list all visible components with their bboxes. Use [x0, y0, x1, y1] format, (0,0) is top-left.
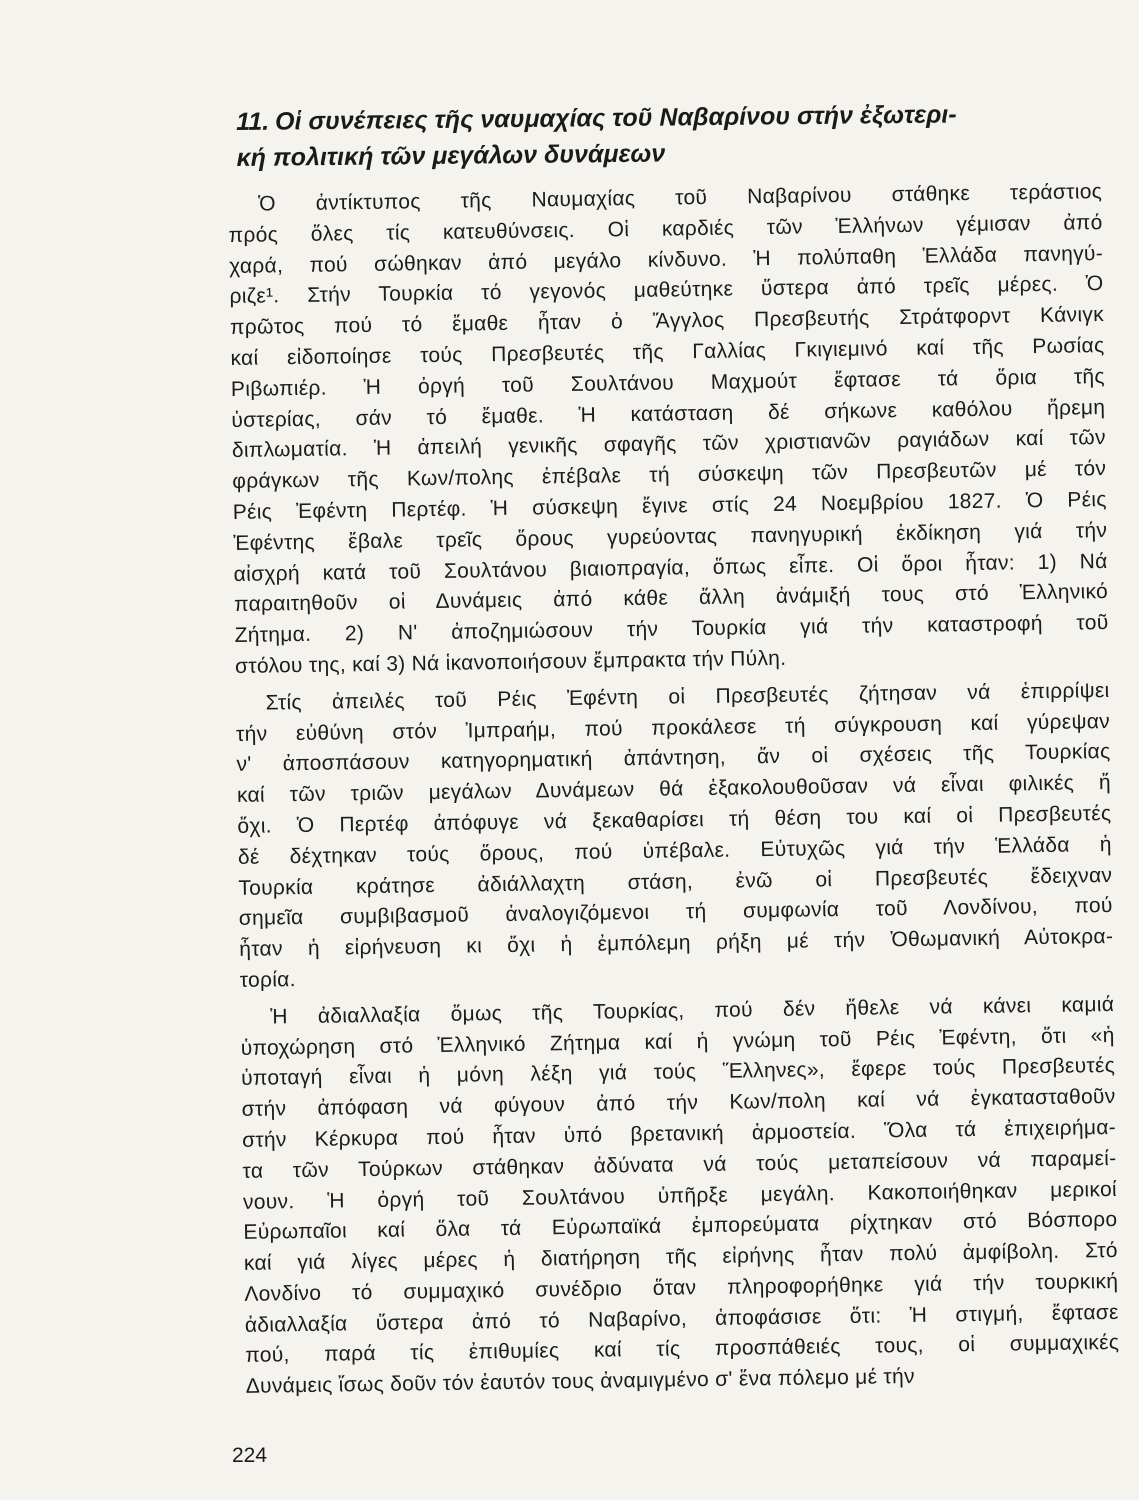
text-line: τορία. — [239, 968, 296, 992]
text-line: χαρά, πού σώθηκαν ἀπό μεγάλο κίνδυνο. Ἡ πολύπαθη Ἑλλάδα πανηγύ- — [228, 241, 1104, 278]
text-line: φράγκων τῆς Κων/πολης ἐπέβαλε τή σύσκεψη τῶν Πρεσβευτῶν μέ τόν — [232, 457, 1107, 494]
text-line: ν' ἀποσπάσουν κατηγορηματική ἀπάντηση, ἄν οἱ σχέσεις τῆς Τουρκίας — [236, 740, 1111, 777]
text-line: καί γιά λίγες μέρες ἡ διατήρηση τῆς εἰρήνης ἦταν πολύ ἀμφίβολη. Στό — [243, 1239, 1119, 1275]
text-line: Ρέις Ἐφέντη Περτέφ. Ἡ σύσκεψη ἔγινε στίς 24 Νοεμβρίου 1827. Ὁ Ρέις — [232, 487, 1107, 524]
heading-title-line-2: κή πολιτική τῶν μεγάλων δυνάμεων — [236, 139, 666, 172]
text-line: σημεῖα συμβιβασμοῦ ἀναλογιζόμενοι τή συμφωνία τοῦ Λονδίνου, πού — [238, 894, 1113, 931]
paragraph — [228, 177, 1109, 683]
text-line: Ἡ ἀδιαλλαξία ὅμως τῆς Τουρκίας, πού δέν ἤθελε νά κάνει καμιά — [270, 992, 1115, 1029]
text-line: στήν Κέρκυρα πού ἦταν ὑπό βρετανική ἁρμοστεία. Ὅλα τά ἐπιχειρήμα- — [241, 1115, 1117, 1152]
text-line: πού, παρά τίς ἐπιθυμίες καί τίς προσπάθειές τους, οἱ συμμαχικές — [245, 1331, 1120, 1368]
text-line: καί τῶν τριῶν μεγάλων Δυνάμεων θά ἐξακολουθοῦσαν νά εἶναι φιλικές ἤ — [236, 771, 1112, 808]
text-line: δέ δέχτηκαν τούς ὅρους, πού ὑπέβαλε. Εὐτυχῶς γιά τήν Ἑλλάδα ἡ — [237, 832, 1112, 869]
chapter-heading — [236, 95, 1117, 176]
text-line: νουν. Ἡ ὀργή τοῦ Σουλτάνου ὑπῆρξε μεγάλη. Κακοποιήθηκαν μερικοί — [242, 1177, 1118, 1214]
text-line: πρῶτος πού τό ἔμαθε ἦταν ὁ Ἄγγλος Πρεσβευτής Στράτφορντ Κάνιγκ — [229, 303, 1105, 340]
paragraph — [235, 676, 1113, 997]
text-line: παραιτηθοῦν οἱ Δυνάμεις ἀπό κάθε ἄλλη ἀνάμιξή τους στό Ἑλληνικό — [233, 580, 1109, 617]
text-line: Ἐφέντης ἔβαλε τρεῖς ὅρους γυρεύοντας πανηγυρική ἐκδίκηση γιά τήν — [233, 518, 1108, 555]
text-line: Ὁ ἀντίκτυπος τῆς Ναυμαχίας τοῦ Ναβαρίνου στάθηκε τεράστιος — [258, 180, 1103, 216]
text-line: Δυνάμεις ἴσως δοῦν τόν ἑαυτόν τους ἀναμιγμένο σ' ἕνα πόλεμο μέ τήν — [245, 1365, 915, 1399]
text-line: τήν εὐθύνη στόν Ἰμπραήμ, πού προκάλεσε τή σύγκρουση καί γύρεψαν — [235, 709, 1111, 746]
text-line: Λονδίνο τό συμμαχικό συνέδριο ὅταν πληροφορήθηκε γιά τήν τουρκική — [244, 1269, 1119, 1306]
text-line: στήν ἀπόφαση νά φύγουν ἀπό τήν Κων/πολη καί νά ἐγκατασταθοῦν — [241, 1085, 1116, 1122]
text-line: Ριβωπιέρ. Ἡ ὀργή τοῦ Σουλτάνου Μαχμούτ ἔφτασε τά ὅρια τῆς — [230, 364, 1106, 401]
text-line: Στίς ἀπειλές τοῦ Ρέις Ἐφέντη οἱ Πρεσβευτές ζήτησαν νά ἐπιρρίψει — [265, 678, 1110, 715]
page-number: 224 — [232, 1444, 268, 1467]
text-line: Τουρκία κράτησε ἀδιάλλαχτη στάση, ἐνῶ οἱ Πρεσβευτές ἔδειχναν — [238, 863, 1113, 900]
text-line: ἦταν ἡ εἰρήνευση κι ὄχι ἡ ἐμπόλεμη ρήξη μέ τήν Ὀθωμανική Αὐτοκρα- — [239, 925, 1114, 962]
body-text — [228, 177, 1120, 1403]
heading-title-line-1: Οἱ συνέπειες τῆς ναυμαχίας τοῦ Ναβαρίνου στήν ἐξωτερι- — [274, 100, 957, 136]
text-line: ὑποχώρηση στό Ἑλληνικό Ζήτημα καί ἡ γνώμη τοῦ Ρέις Ἐφέντη, ὅτι «ἡ — [240, 1023, 1115, 1060]
text-line: Εὐρωπαῖοι καί ὅλα τά Εὐρωπαϊκά ἐμπορεύματα ρίχτηκαν στό Βόσπορο — [243, 1208, 1118, 1245]
text-line: Ζήτημα. 2) Ν' ἀποζημιώσουν τήν Τουρκία γιά τήν καταστροφή τοῦ — [234, 611, 1109, 648]
text-line: καί εἰδοποίησε τούς Πρεσβευτές τῆς Γαλλίας Γκιγιεμινό καί τῆς Ρωσίας — [230, 334, 1105, 370]
text-line: ὑποταγή εἶναι ἡ μόνη λέξη γιά τούς Ἕλληνες», ἔφερε τούς Πρεσβευτές — [241, 1054, 1116, 1091]
section-number: 11. — [236, 107, 270, 136]
text-line: αἰσχρή κατά τοῦ Σουλτάνου βιαιοπραγία, ὅπως εἶπε. Οἱ ὅροι ἦταν: 1) Νά — [233, 549, 1108, 586]
text-line: πρός ὅλες τίς κατευθύνσεις. Οἱ καρδιές τῶν Ἑλλήνων γέμισαν ἀπό — [228, 210, 1103, 247]
text-line: ὄχι. Ὁ Περτέφ ἀπόφυγε νά ξεκαθαρίσει τή θέση του καί οἱ Πρεσβευτές — [237, 801, 1112, 838]
text-line: ριζε¹. Στήν Τουρκία τό γεγονός μαθεύτηκε ὕστερα ἀπό τρεῖς μέρες. Ὁ — [229, 272, 1104, 309]
text-line: διπλωματία. Ἡ ἀπειλή γενικῆς σφαγῆς τῶν χριστιανῶν ραγιάδων καί τῶν — [231, 426, 1106, 463]
text-line: στόλου της, καί 3) Νά ἱκανοποιήσουν ἔμπρακτα τήν Πύλη. — [234, 646, 787, 678]
text-line: ἀδιαλλαξία ὕστερα ἀπό τό Ναβαρίνο, ἀποφάσισε ὅτι: Ἡ στιγμή, ἔφτασε — [244, 1300, 1119, 1337]
text-line: τα τῶν Τούρκων στάθηκαν ἀδύνατα νά τούς μεταπείσουν νά παραμεί- — [242, 1146, 1117, 1183]
paragraph — [240, 990, 1120, 1403]
text-line: ὑστερίας, σάν τό ἔμαθε. Ἡ κατάσταση δέ σήκωνε καθόλου ἤρεμη — [231, 395, 1106, 432]
